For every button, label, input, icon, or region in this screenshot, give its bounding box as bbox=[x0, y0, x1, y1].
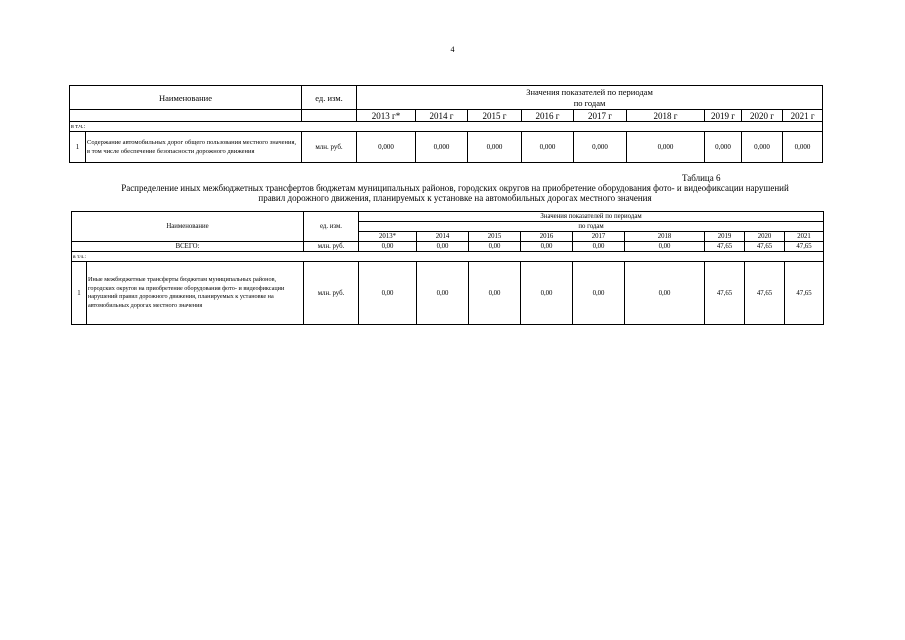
year-header: 2013 г* bbox=[357, 110, 416, 122]
subheader-including: в т.ч.: bbox=[70, 122, 823, 132]
row-value: 0,00 bbox=[521, 262, 573, 325]
row-unit: млн. руб. bbox=[302, 132, 357, 163]
row-value: 0,00 bbox=[417, 262, 469, 325]
column-header-periods: Значения показателей по периодам bbox=[357, 86, 823, 98]
total-unit: млн. руб. bbox=[304, 242, 359, 252]
year-header: 2021 г bbox=[783, 110, 823, 122]
row-name: Иные межбюджетные трансферты бюджетам муниципальных районов, городских округов на приобретение оборудования фото- и видеофиксации нарушений правил дорожного движения, планируемых к установке на автомобильных дорогах местного значения bbox=[87, 262, 304, 325]
row-value: 47,65 bbox=[705, 262, 745, 325]
row-number: 1 bbox=[70, 132, 86, 163]
year-header: 2016 г bbox=[522, 110, 574, 122]
total-value: 0,00 bbox=[417, 242, 469, 252]
year-header: 2019 г bbox=[705, 110, 742, 122]
column-header-periods: Значения показателей по периодам bbox=[359, 212, 824, 222]
total-value: 0,00 bbox=[573, 242, 625, 252]
row-value: 0,000 bbox=[357, 132, 416, 163]
total-label: ВСЕГО: bbox=[72, 242, 304, 252]
column-header-by-years: по годам bbox=[359, 222, 824, 232]
row-value: 0,000 bbox=[742, 132, 783, 163]
column-header-name: Наименование bbox=[70, 86, 302, 110]
year-header: 2020 г bbox=[742, 110, 783, 122]
table-row bbox=[70, 132, 823, 163]
year-header: 2014 bbox=[417, 232, 469, 242]
caption-line: Распределение иных межбюджетных трансфертов бюджетам муниципальных районов, городских округов на приобретение оборудования фото- и видеофиксации нарушений bbox=[121, 183, 789, 193]
total-value: 0,00 bbox=[521, 242, 573, 252]
year-header: 2015 г bbox=[468, 110, 522, 122]
row-value: 47,65 bbox=[785, 262, 824, 325]
column-header-name: Наименование bbox=[72, 212, 304, 242]
row-value: 0,000 bbox=[627, 132, 705, 163]
year-header: 2015 bbox=[469, 232, 521, 242]
row-value: 0,000 bbox=[783, 132, 823, 163]
year-header: 2017 г bbox=[574, 110, 627, 122]
total-row bbox=[72, 242, 824, 252]
total-value: 0,00 bbox=[625, 242, 705, 252]
row-name: Содержание автомобильных дорог общего пользования местного значения, в том числе обеспечение безопасности дорожного движения bbox=[86, 132, 302, 163]
indicators-table bbox=[69, 85, 823, 163]
total-value: 47,65 bbox=[785, 242, 824, 252]
year-header: 2018 г bbox=[627, 110, 705, 122]
table-row bbox=[72, 262, 824, 325]
row-value: 0,00 bbox=[469, 262, 521, 325]
year-header: 2014 г bbox=[416, 110, 468, 122]
table-caption bbox=[60, 183, 850, 203]
row-value: 47,65 bbox=[745, 262, 785, 325]
year-header: 2016 bbox=[521, 232, 573, 242]
subheader-including: в т.ч.: bbox=[72, 252, 824, 262]
column-header-unit: ед. изм. bbox=[302, 86, 357, 110]
table-label: Таблица 6 bbox=[682, 173, 721, 183]
total-value: 0,00 bbox=[469, 242, 521, 252]
year-header: 2019 bbox=[705, 232, 745, 242]
year-header: 2018 bbox=[625, 232, 705, 242]
year-header: 2020 bbox=[745, 232, 785, 242]
caption-line: правил дорожного движения, планируемых к установке на автомобильных дорогах местного значения bbox=[258, 193, 652, 203]
total-value: 47,65 bbox=[705, 242, 745, 252]
page-number: 4 bbox=[450, 45, 455, 54]
row-value: 0,000 bbox=[468, 132, 522, 163]
year-header: 2013* bbox=[359, 232, 417, 242]
row-value: 0,000 bbox=[416, 132, 468, 163]
total-value: 0,00 bbox=[359, 242, 417, 252]
row-value: 0,00 bbox=[573, 262, 625, 325]
row-value: 0,00 bbox=[359, 262, 417, 325]
column-header-unit: ед. изм. bbox=[304, 212, 359, 242]
total-value: 47,65 bbox=[745, 242, 785, 252]
row-unit: млн. руб. bbox=[304, 262, 359, 325]
row-value: 0,00 bbox=[625, 262, 705, 325]
row-value: 0,000 bbox=[705, 132, 742, 163]
row-value: 0,000 bbox=[574, 132, 627, 163]
row-number: 1 bbox=[72, 262, 87, 325]
year-header: 2017 bbox=[573, 232, 625, 242]
transfers-table bbox=[71, 211, 824, 325]
year-header: 2021 bbox=[785, 232, 824, 242]
row-value: 0,000 bbox=[522, 132, 574, 163]
column-header-by-years: по годам bbox=[357, 98, 823, 110]
